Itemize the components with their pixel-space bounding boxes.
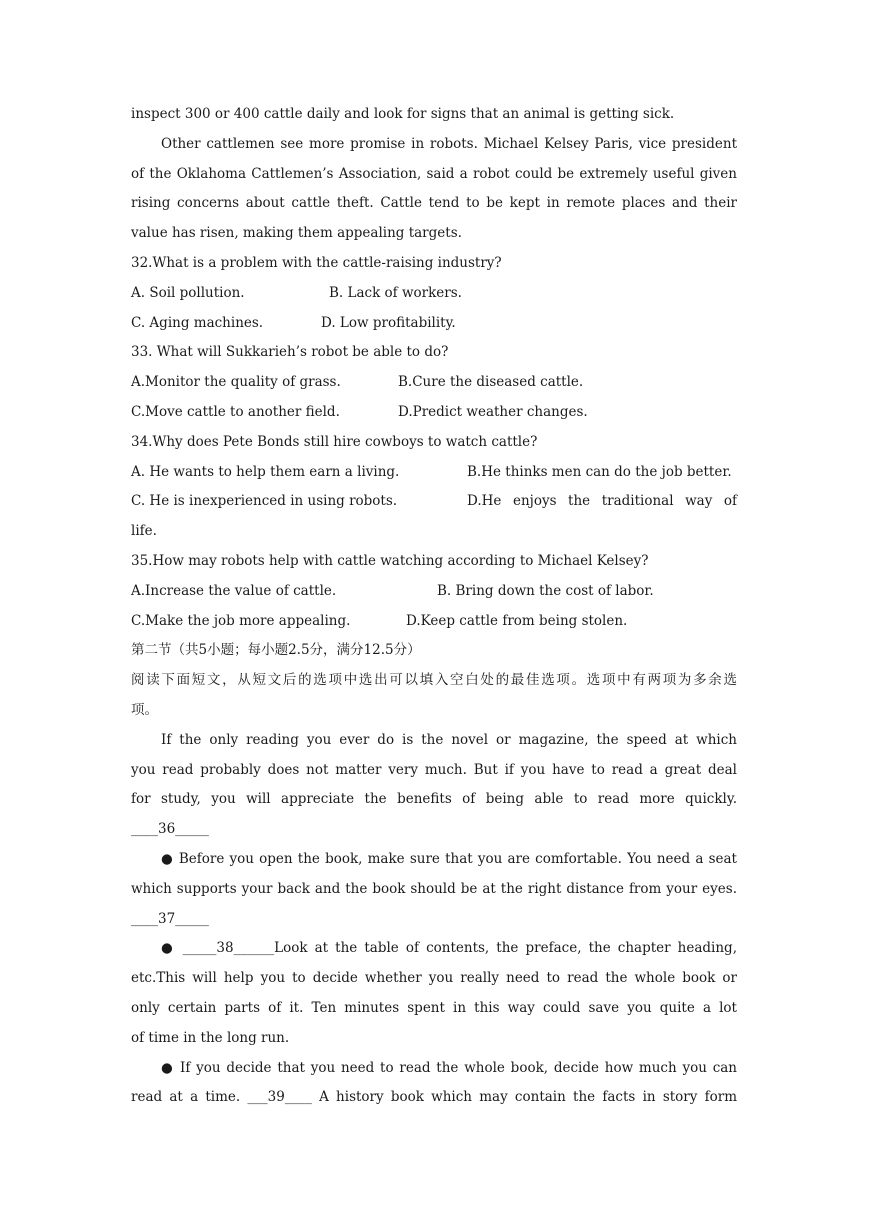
passage-line: you read probably does not matter very much. But if you have to read a great deal	[131, 761, 737, 778]
passage-line: If the only reading you ever do is the novel or magazine, the speed at which	[161, 731, 737, 748]
bullet-line: ● Before you open the book, make sure that you are comfortable. You need a seat	[161, 850, 737, 867]
bullet-line: ● If you decide that you need to read the whole book, decide how much you can	[161, 1059, 737, 1076]
option-a: A. Soil pollution.	[131, 284, 245, 301]
option-b: B.He thinks men can do the job better.	[467, 463, 732, 480]
option-c: C. Aging machines.	[131, 314, 264, 331]
section-heading: 第二节（共5小题；每小题2.5分，满分12.5分）	[131, 642, 421, 659]
passage-line: read at a time. ___39____ A history book which may contain the facts in story form	[131, 1089, 737, 1106]
option-d-continued: life.	[131, 523, 157, 540]
option-b: B. Lack of workers.	[329, 284, 462, 301]
blank-37: ____37_____	[131, 910, 209, 927]
passage-line: value has risen, making them appealing targets.	[131, 225, 462, 242]
blank-36: ____36_____	[131, 821, 209, 838]
option-row	[131, 309, 737, 339]
passage-line: of the Oklahoma Cattlemen’s Association, said a robot could be extremely useful given	[131, 165, 737, 182]
option-c: C.Move cattle to another field.	[131, 403, 340, 420]
option-c: C.Make the job more appealing.	[131, 612, 351, 629]
option-c: C. He is inexperienced in using robots.	[131, 493, 398, 510]
option-d: D. Low profitability.	[321, 314, 456, 331]
passage-line: which supports your back and the book should be at the right distance from your eyes.	[131, 880, 737, 897]
option-row	[131, 577, 737, 607]
question-stem: 34.Why does Pete Bonds still hire cowboys to watch cattle?	[131, 433, 538, 450]
passage-line: etc.This will help you to decide whether you really need to read the whole book or	[131, 970, 737, 987]
passage-line: inspect 300 or 400 cattle daily and look for signs that an animal is getting sick.	[131, 106, 675, 122]
passage-line: of time in the long run.	[131, 1029, 290, 1046]
option-d: D.Predict weather changes.	[398, 403, 588, 420]
option-d: D.He enjoys the traditional way of	[467, 493, 737, 510]
option-row	[131, 368, 737, 398]
section-instruction: 阅读下面短文，从短文后的选项中选出可以填入空白处的最佳选项。选项中有两项为多余选	[131, 672, 737, 689]
passage-line: rising concerns about cattle theft. Cattle tend to be kept in remote places and their	[131, 195, 737, 212]
passage-line: for study, you will appreciate the benefits of being able to read more quickly.	[131, 791, 737, 808]
option-a: A.Increase the value of cattle.	[131, 582, 337, 599]
option-row	[131, 279, 737, 309]
option-row	[131, 487, 737, 517]
question-stem: 33. What will Sukkarieh’s robot be able to do?	[131, 344, 449, 361]
option-a: A. He wants to help them earn a living.	[131, 463, 400, 480]
option-b: B.Cure the diseased cattle.	[398, 374, 584, 391]
option-row	[131, 398, 737, 428]
option-d: D.Keep cattle from being stolen.	[406, 612, 628, 629]
question-stem: 35.How may robots help with cattle watching according to Michael Kelsey?	[131, 552, 649, 569]
passage-line: Other cattlemen see more promise in robots. Michael Kelsey Paris, vice president	[161, 135, 737, 152]
section-instruction: 项。	[131, 701, 158, 718]
document-page	[131, 100, 737, 1113]
question-stem: 32.What is a problem with the cattle-raising industry?	[131, 254, 502, 271]
option-a: A.Monitor the quality of grass.	[131, 374, 341, 391]
option-row	[131, 458, 737, 488]
option-b: B. Bring down the cost of labor.	[437, 582, 654, 599]
passage-line: only certain parts of it. Ten minutes spent in this way could save you quite a lot	[131, 999, 737, 1016]
option-row	[131, 607, 737, 637]
bullet-line: ● _____38______Look at the table of contents, the preface, the chapter heading,	[161, 940, 737, 957]
